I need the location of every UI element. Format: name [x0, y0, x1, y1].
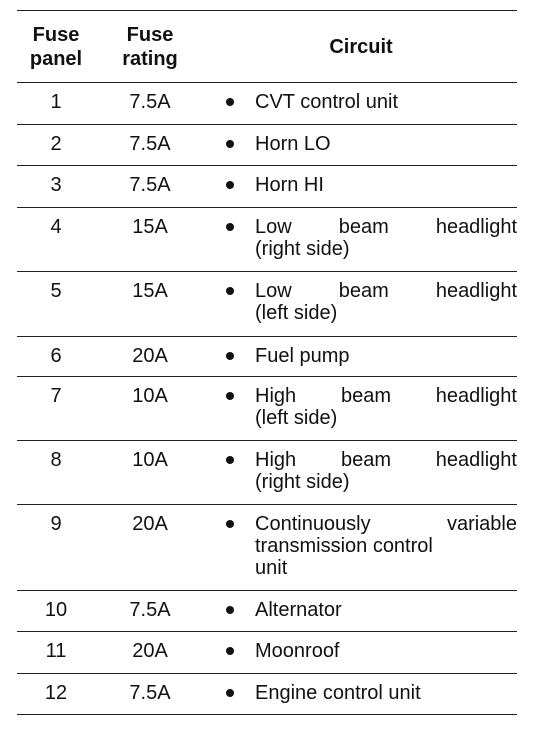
table-row — [17, 125, 517, 166]
bullet-icon — [226, 647, 234, 655]
table-row — [17, 337, 517, 377]
circuit-line: CVT control unit — [255, 91, 399, 113]
fuse-panel-cell: 5 — [50, 280, 62, 302]
table-row — [17, 591, 517, 632]
bullet-icon — [226, 689, 234, 697]
fuse-panel-cell: 9 — [50, 513, 62, 535]
circuit-cell — [255, 280, 517, 336]
fuse-rating-cell: 7.5A — [129, 682, 171, 704]
bullet-icon — [226, 520, 234, 528]
circuit-cell — [255, 599, 517, 631]
fuse-panel-cell: 1 — [50, 91, 62, 113]
fuse-rating-cell: 20A — [132, 345, 168, 367]
header-rating-line2: rating — [122, 47, 178, 70]
fuse-rating-cell: 20A — [132, 640, 168, 662]
circuit-line: (left side) — [255, 302, 338, 324]
circuit-line: High beam headlight — [255, 449, 517, 471]
bullet-cell — [205, 599, 255, 631]
bullet-icon — [226, 392, 234, 400]
bullet-cell — [205, 91, 255, 124]
header-rating-line1: Fuse — [126, 23, 174, 46]
circuit-line: Alternator — [255, 599, 342, 621]
table-row — [17, 505, 517, 591]
circuit-cell — [255, 513, 517, 590]
fuse-rating-cell: 10A — [132, 385, 168, 407]
bullet-icon — [226, 181, 234, 189]
bullet-icon — [226, 140, 234, 148]
circuit-cell — [255, 216, 517, 271]
table-row — [17, 441, 517, 505]
circuit-line: Low beam headlight — [255, 280, 517, 302]
bullet-icon — [226, 287, 234, 295]
bullet-cell — [205, 385, 255, 440]
fuse-rating-cell: 10A — [132, 449, 168, 471]
header-panel-line2: panel — [29, 47, 83, 70]
circuit-line: High beam headlight — [255, 385, 517, 407]
header-fuse-rating — [95, 23, 205, 71]
circuit-line: unit — [255, 557, 288, 579]
table-row — [17, 272, 517, 337]
table-row — [17, 166, 517, 208]
circuit-cell — [255, 682, 517, 714]
fuse-rating-cell: 15A — [132, 216, 168, 238]
bullet-cell — [205, 513, 255, 590]
circuit-cell — [255, 449, 517, 504]
bullet-icon — [226, 223, 234, 231]
header-panel-line1: Fuse — [32, 23, 80, 46]
circuit-cell — [255, 91, 517, 124]
circuit-line: Engine control unit — [255, 682, 421, 704]
bullet-icon — [226, 456, 234, 464]
fuse-panel-cell: 2 — [50, 133, 62, 155]
fuse-panel-cell: 3 — [50, 174, 62, 196]
bullet-icon — [226, 98, 234, 106]
bullet-cell — [205, 174, 255, 207]
circuit-line: Horn LO — [255, 133, 331, 155]
fuse-rating-cell: 7.5A — [129, 91, 171, 113]
fuse-panel-cell: 7 — [50, 385, 62, 407]
fuse-panel-cell: 4 — [50, 216, 62, 238]
bullet-cell — [205, 449, 255, 504]
fuse-rating-cell: 7.5A — [129, 133, 171, 155]
fuse-rating-cell: 20A — [132, 513, 168, 535]
table-row — [17, 83, 517, 125]
circuit-cell — [255, 174, 517, 207]
fuse-panel-cell: 12 — [44, 682, 68, 704]
fuse-rating-cell: 7.5A — [129, 174, 171, 196]
table-row — [17, 377, 517, 441]
circuit-line: (right side) — [255, 238, 350, 260]
bullet-cell — [205, 216, 255, 271]
fuse-panel-cell: 11 — [45, 640, 67, 662]
header-fuse-panel — [17, 23, 95, 71]
table-row — [17, 632, 517, 674]
circuit-line: Low beam headlight — [255, 216, 517, 238]
fuse-panel-cell: 10 — [44, 599, 68, 621]
fuse-rating-cell: 15A — [132, 280, 168, 302]
header-circuit: Circuit — [329, 35, 393, 58]
fuse-panel-cell: 6 — [50, 345, 62, 367]
circuit-cell — [255, 640, 517, 673]
table-header — [17, 11, 517, 83]
circuit-line: Horn HI — [255, 174, 324, 196]
circuit-cell — [255, 385, 517, 440]
circuit-line: Continuously variable — [255, 513, 517, 535]
bullet-icon — [226, 352, 234, 360]
bullet-icon — [226, 606, 234, 614]
table-row — [17, 674, 517, 715]
circuit-cell — [255, 345, 517, 376]
fuse-table — [17, 10, 517, 715]
bullet-cell — [205, 682, 255, 714]
circuit-line: Fuel pump — [255, 345, 350, 367]
circuit-line: (right side) — [255, 471, 350, 493]
bullet-cell — [205, 345, 255, 376]
circuit-line: Moonroof — [255, 640, 340, 662]
bullet-cell — [205, 133, 255, 165]
table-body — [17, 83, 517, 715]
bullet-cell — [205, 280, 255, 336]
circuit-line: (left side) — [255, 407, 338, 429]
fuse-panel-cell: 8 — [50, 449, 62, 471]
bullet-cell — [205, 640, 255, 673]
circuit-cell — [255, 133, 517, 165]
circuit-line: transmission control — [255, 535, 433, 557]
fuse-rating-cell: 7.5A — [129, 599, 171, 621]
table-row — [17, 208, 517, 272]
